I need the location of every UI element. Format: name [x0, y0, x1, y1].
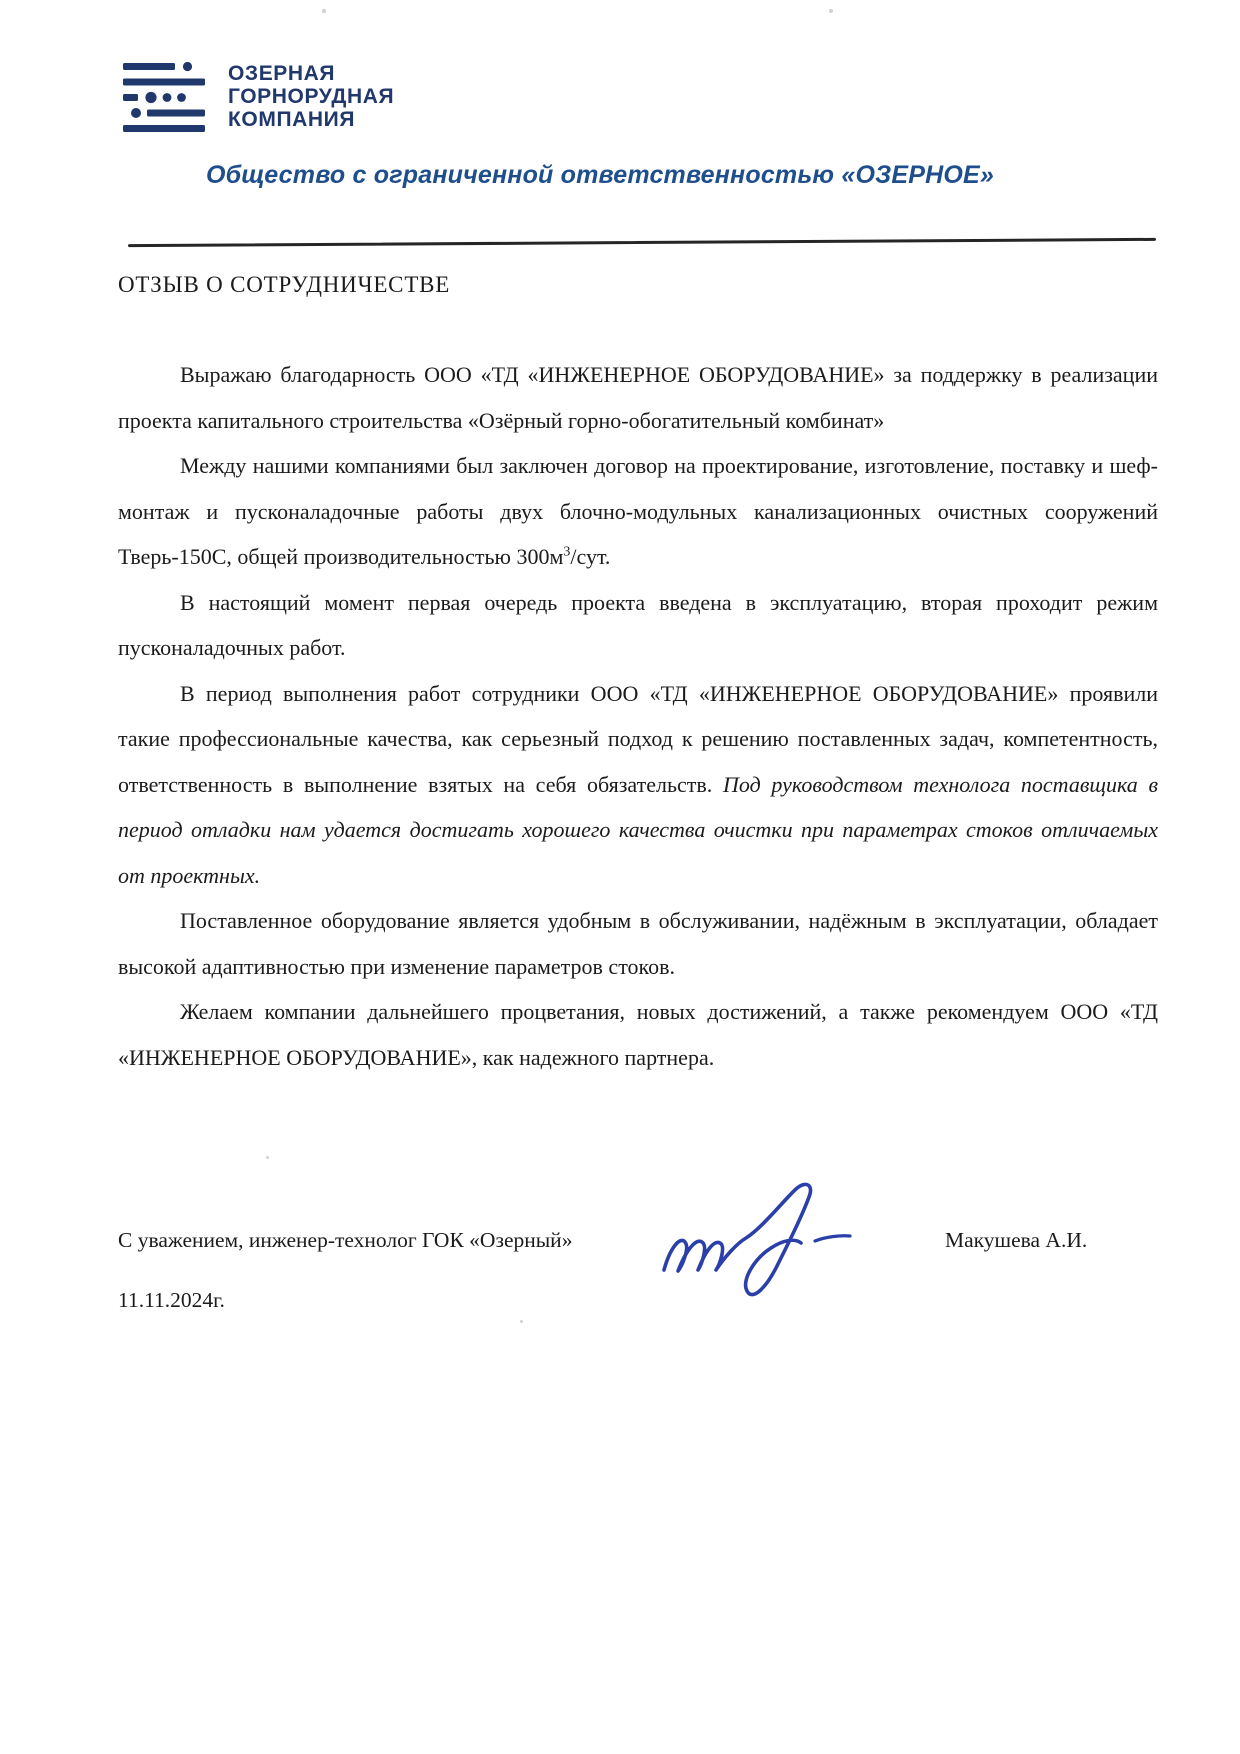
paragraph-5-text: Поставленное оборудование является удобным в обслуживании, надёжным в эксплуатации, обладает высокой адаптивностью при изменение параметров стоков.	[118, 908, 1158, 979]
paragraph-4-text: В период выполнения работ сотрудники ООО «ТД «ИНЖЕНЕРНОЕ ОБОРУДОВАНИЕ» проявили такие профессиональные качества, как серьезный подход к решению поставленных задач, компетентность, ответственность в выполнение взятых на себя обязательств.	[118, 680, 1158, 797]
company-name-line1: ОЗЕРНАЯ	[228, 62, 336, 85]
company-name	[228, 62, 394, 131]
letter-heading: ОТЗЫВ О СОТРУДНИЧЕСТВЕ	[118, 272, 451, 297]
paragraph-2-text: Между нашими компаниями был заключен договор на проектирование, изготовление, поставку и шеф-монтаж и пусконаладочные работы двух блочно-модульных канализационных очистных сооружений Тверь-150С, общей производительностью 300м	[118, 453, 1158, 569]
paragraph-2-tail: /сут.	[570, 544, 611, 569]
paragraph-1	[118, 352, 1158, 443]
letterhead-divider	[128, 238, 1156, 247]
company-name-line3: КОМПАНИЯ	[228, 108, 356, 131]
cubic-meter-superscript: 3	[563, 544, 571, 560]
letter-body	[118, 352, 1158, 1080]
paragraph-2	[118, 443, 1158, 580]
letter-date: 11.11.2024г.	[118, 1288, 225, 1312]
handwritten-signature-icon	[652, 1178, 892, 1308]
company-name-line2: ГОРНОРУДНАЯ	[228, 85, 395, 108]
scan-speck	[520, 1320, 523, 1323]
paragraph-3-text: В настоящий момент первая очередь проекта введена в эксплуатацию, вторая проходит режим пусконаладочных работ.	[118, 589, 1158, 660]
letterhead-title: Общество с ограниченной ответственностью «ОЗЕРНОЕ»	[205, 161, 995, 189]
scan-speck	[829, 9, 833, 13]
paragraph-5	[118, 898, 1158, 989]
paragraph-6-text: Желаем компании дальнейшего процветания, новых достижений, а также рекомендуем ООО «ТД «ИНЖЕНЕРНОЕ ОБОРУДОВАНИЕ», как надежного партнера.	[118, 999, 1158, 1070]
scan-speck	[266, 1156, 269, 1159]
paragraph-4-italic-text: Под руководством технолога поставщика в период отладки нам удается достигать хорошего качества очистки при параметрах стоков отличаемых от проектных.	[118, 771, 1158, 888]
company-logo	[123, 62, 395, 134]
paragraph-6	[118, 989, 1158, 1080]
paragraph-4	[118, 671, 1158, 899]
logo-bars-and-dots-icon	[123, 62, 205, 134]
signature-closing-line: С уважением, инженер-технолог ГОК «Озерный»	[118, 1228, 573, 1252]
paragraph-1-text: Выражаю благодарность ООО «ТД «ИНЖЕНЕРНОЕ ОБОРУДОВАНИЕ» за поддержку в реализации проекта капитального строительства «Озёрный горно-обогатительный комбинат»	[118, 362, 1158, 433]
signatory-name: Макушева А.И.	[945, 1228, 1088, 1252]
paragraph-3	[118, 580, 1158, 671]
scan-speck	[322, 9, 326, 13]
